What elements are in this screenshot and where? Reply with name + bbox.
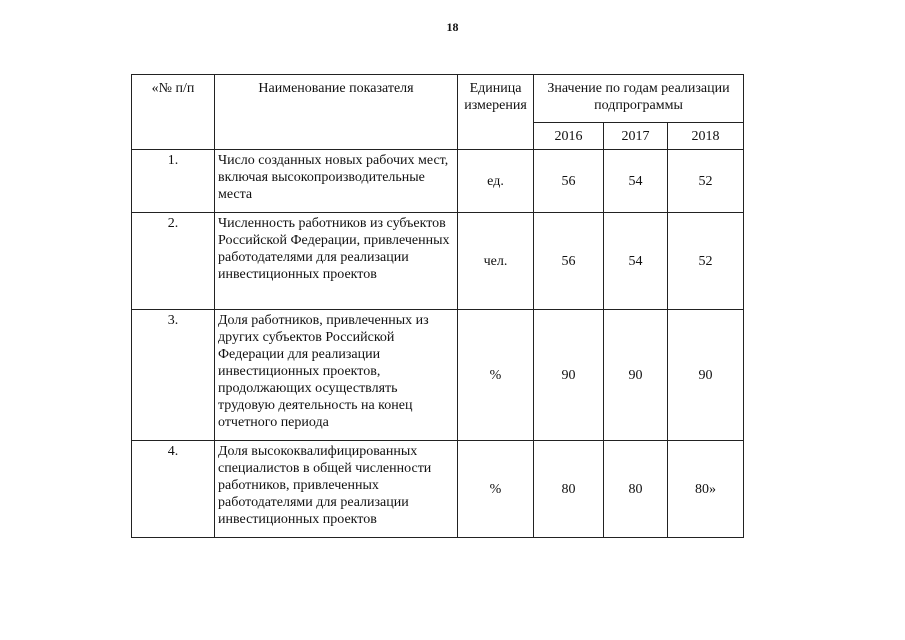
value-cell: 80 [534,441,604,538]
indicator-name: Число созданных новых рабочих мест, включая высокопроизводительные места [215,150,458,213]
value-cell: 90 [668,310,744,441]
unit-cell: % [458,310,534,441]
row-number: 3. [132,310,215,441]
value-cell: 90 [534,310,604,441]
table-row [132,310,744,441]
unit-cell: ед. [458,150,534,213]
header-year: 2018 [668,123,744,150]
value-cell: 90 [604,310,668,441]
table-row [132,441,744,538]
indicators-table [131,74,744,538]
header-indicator-name: Наименование показателя [215,75,458,150]
row-number: 4. [132,441,215,538]
unit-cell: % [458,441,534,538]
row-number: 2. [132,213,215,310]
table-row [132,150,744,213]
value-cell: 52 [668,150,744,213]
table-header-row [132,75,744,123]
value-cell: 80 [604,441,668,538]
header-year: 2017 [604,123,668,150]
unit-cell: чел. [458,213,534,310]
indicator-name: Доля высококвалифицированных специалистов в общей численности работников, привлеченных работодателями для реализации инвестиционных проектов [215,441,458,538]
page-number: 18 [446,20,459,34]
indicator-name: Численность работников из субъектов Российской Федерации, привлеченных работодателями для реализации инвестиционных проектов [215,213,458,310]
value-cell: 56 [534,213,604,310]
table-row [132,213,744,310]
value-cell: 80» [668,441,744,538]
header-values-by-year: Значение по годам реализации подпрограммы [534,75,744,123]
value-cell: 56 [534,150,604,213]
header-year: 2016 [534,123,604,150]
indicator-name: Доля работников, привлеченных из других субъектов Российской Федерации для реализации инвестиционных проектов, продолжающих осуществлять трудовую деятельность на конец отчетного периода [215,310,458,441]
header-number: «№ п/п [132,75,215,150]
value-cell: 54 [604,150,668,213]
value-cell: 54 [604,213,668,310]
row-number: 1. [132,150,215,213]
header-unit: Единица измерения [458,75,534,150]
value-cell: 52 [668,213,744,310]
